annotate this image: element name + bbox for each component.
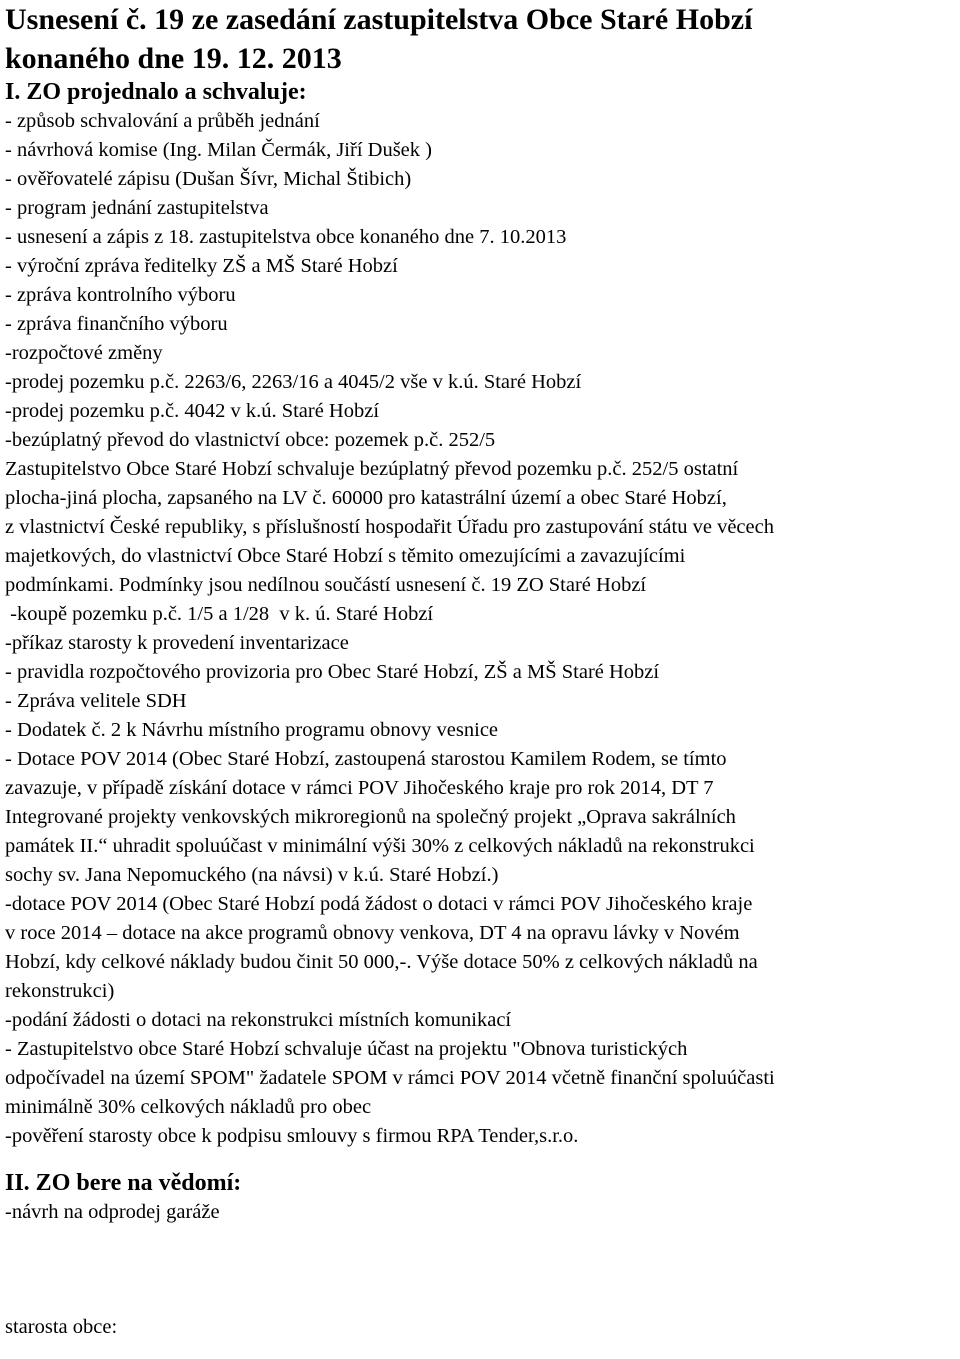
list-item: - výroční zpráva ředitelky ZŠ a MŠ Staré Hobzí xyxy=(5,255,398,277)
list-item: - návrhová komise (Ing. Milan Čermák, Jiří Dušek ) xyxy=(5,139,432,161)
list-item: - zpráva kontrolního výboru xyxy=(5,284,236,306)
paragraph-line: z vlastnictví České republiky, s příslušností hospodařit Úřadu pro zastupování státu ve věcech xyxy=(5,516,774,538)
list-item: - Dodatek č. 2 k Návrhu místního programu obnovy vesnice xyxy=(5,719,499,741)
paragraph-line: v roce 2014 – dotace na akce programů obnovy venkova, DT 4 na opravu lávky v Novém xyxy=(5,922,740,944)
transfer-paragraph xyxy=(5,455,955,600)
paragraph-line: Integrované projekty venkovských mikroregionů na společný projekt „Oprava sakrálních xyxy=(5,806,736,828)
list-item: -pověření starosty obce k podpisu smlouvy s firmou RPA Tender,s.r.o. xyxy=(5,1125,579,1147)
list-item: - zpráva finančního výboru xyxy=(5,313,228,335)
paragraph-line: sochy sv. Jana Nepomuckého (na návsi) v k.ú. Staré Hobzí.) xyxy=(5,864,499,886)
signature-label: starosta obce: xyxy=(5,1316,118,1338)
paragraph-line: plocha-jiná plocha, zapsaného na LV č. 60000 pro katastrální území a obec Staré Hobzí, xyxy=(5,487,727,509)
paragraph-line: zavazuje, v případě získání dotace v rámci POV Jihočeského kraje pro rok 2014, DT 7 xyxy=(5,777,714,799)
title-line-2: konaného dne 19. 12. 2013 xyxy=(5,42,342,75)
list-item: -podání žádosti o dotaci na rekonstrukci místních komunikací xyxy=(5,1009,512,1031)
paragraph-line: - Zastupitelstvo obce Staré Hobzí schvaluje účast na projektu "Obnova turistických xyxy=(5,1038,688,1060)
paragraph-line: odpočívadel na území SPOM" žadatele SPOM v rámci POV 2014 včetně finanční spoluúčasti xyxy=(5,1067,775,1089)
list-item: - ověřovatelé zápisu (Dušan Šívr, Michal Štibich) xyxy=(5,168,412,190)
paragraph-line: rekonstrukci) xyxy=(5,980,115,1002)
section-2-heading: II. ZO bere na vědomí: xyxy=(5,1170,242,1196)
list-item: -příkaz starosty k provedení inventarizace xyxy=(5,632,349,654)
list-item: - pravidla rozpočtového provizoria pro Obec Staré Hobzí, ZŠ a MŠ Staré Hobzí xyxy=(5,661,660,683)
section-1-heading: I. ZO projednalo a schvaluje: xyxy=(5,79,307,105)
spom-paragraph xyxy=(5,1035,955,1122)
paragraph-line: památek II.“ uhradit spoluúčast v minimální výši 30% z celkových nákladů na rekonstrukci xyxy=(5,835,755,857)
document-title xyxy=(5,0,955,78)
title-line-1: Usnesení č. 19 ze zasedání zastupitelstva Obce Staré Hobzí xyxy=(5,3,753,36)
section-2-list xyxy=(5,1198,955,1227)
paragraph-line: Hobzí, kdy celkové náklady budou činit 50 000,-. Výše dotace 50% z celkových nákladů na xyxy=(5,951,758,973)
document-page xyxy=(5,0,955,1342)
list-item: -prodej pozemku p.č. 2263/6, 2263/16 a 4045/2 vše v k.ú. Staré Hobzí xyxy=(5,371,582,393)
paragraph-line: - Dotace POV 2014 (Obec Staré Hobzí, zastoupená starostou Kamilem Rodem, se tímto xyxy=(5,748,727,770)
list-item: -koupě pozemku p.č. 1/5 a 1/28 v k. ú. Staré Hobzí xyxy=(5,603,434,625)
paragraph-line: Zastupitelstvo Obce Staré Hobzí schvaluje bezúplatný převod pozemku p.č. 252/5 ostatní xyxy=(5,458,739,480)
list-item: - Zpráva velitele SDH xyxy=(5,690,187,712)
pov-grant-paragraph-1 xyxy=(5,745,955,890)
paragraph-line: minimálně 30% celkových nákladů pro obec xyxy=(5,1096,372,1118)
list-item: -rozpočtové změny xyxy=(5,342,163,364)
paragraph-line: majetkových, do vlastnictví Obce Staré Hobzí s těmito omezujícími a zavazujícími xyxy=(5,545,686,567)
paragraph-line: podmínkami. Podmínky jsou nedílnou součástí usnesení č. 19 ZO Staré Hobzí xyxy=(5,574,647,596)
list-item: - způsob schvalování a průběh jednání xyxy=(5,110,320,132)
section-1-list xyxy=(5,107,955,455)
list-item: - usnesení a zápis z 18. zastupitelstva obce konaného dne 7. 10.2013 xyxy=(5,226,567,248)
section-1-list-continued xyxy=(5,600,955,745)
list-item: -návrh na odprodej garáže xyxy=(5,1201,220,1223)
list-item: -bezúplatný převod do vlastnictví obce: pozemek p.č. 252/5 xyxy=(5,429,496,451)
list-item: - program jednání zastupitelstva xyxy=(5,197,269,219)
pov-grant-paragraph-2 xyxy=(5,890,955,1006)
paragraph-line: -dotace POV 2014 (Obec Staré Hobzí podá žádost o dotaci v rámci POV Jihočeského kraje xyxy=(5,893,753,915)
list-item: -prodej pozemku p.č. 4042 v k.ú. Staré Hobzí xyxy=(5,400,380,422)
